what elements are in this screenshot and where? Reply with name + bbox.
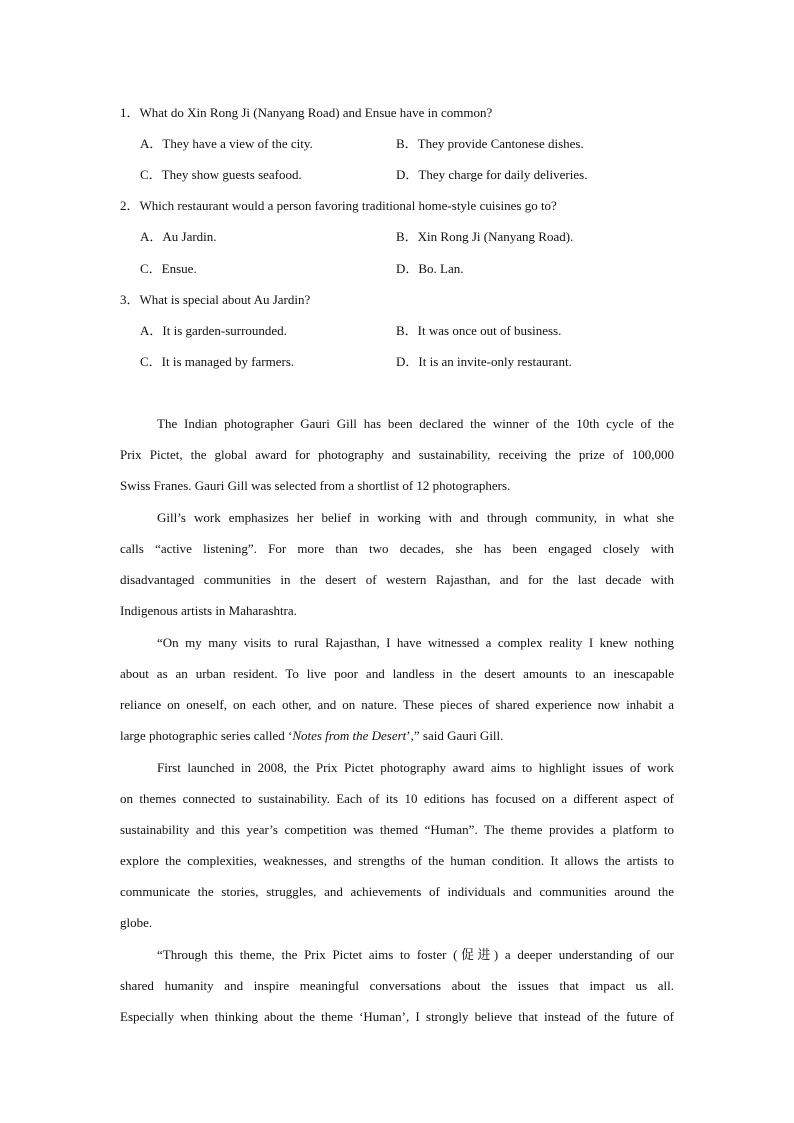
paragraph-line: Especially when thinking about the theme ‘Human’, I strongly believe that instead of the future of <box>120 1009 674 1024</box>
passage-paragraph-1 <box>120 408 674 501</box>
paragraph-line: explore the complexities, weaknesses, and strengths of the human condition. It allows the artists to <box>120 853 674 868</box>
passage-paragraph-3 <box>120 627 674 751</box>
question-1-stem: 1．What do Xin Rong Ji (Nanyang Road) and Ensue have in common? <box>120 105 493 120</box>
question-2-option-c: C．Ensue. <box>140 261 197 276</box>
question-2-option-d: D．Bo. Lan. <box>396 261 464 276</box>
paragraph-line: globe. <box>120 915 153 930</box>
series-title: Notes from the Desert <box>292 728 407 743</box>
passage-paragraph-5 <box>120 939 674 1032</box>
question-1-option-b: B．They provide Cantonese dishes. <box>396 136 584 151</box>
paragraph-line: shared humanity and inspire meaningful conversations about the issues that impact us all. <box>120 978 674 993</box>
paragraph-line: The Indian photographer Gauri Gill has been declared the winner of the 10th cycle of the <box>157 416 674 431</box>
paragraph-line: about as an urban resident. To live poor and landless in the desert amounts to an inescapable <box>120 666 674 681</box>
question-1-option-d: D．They charge for daily deliveries. <box>396 167 588 182</box>
paragraph-line: First launched in 2008, the Prix Pictet photography award aims to highlight issues of work <box>157 760 674 775</box>
paragraph-line: Prix Pictet, the global award for photography and sustainability, receiving the prize of 100,000 <box>120 447 674 462</box>
paragraph-line: Gill’s work emphasizes her belief in working with and through community, in what she <box>157 510 674 525</box>
question-1-option-c: C．They show guests seafood. <box>140 167 302 182</box>
quote-lead: large photographic series called ‘ <box>120 728 293 743</box>
paragraph-line: on themes connected to sustainability. Each of its 10 editions has focused on a different aspect of <box>120 791 674 806</box>
question-2-option-b: B．Xin Rong Ji (Nanyang Road). <box>396 229 574 244</box>
quote-tail: ’,” said Gauri Gill. <box>406 728 504 743</box>
question-3-option-a: A．It is garden-surrounded. <box>140 323 287 338</box>
question-2-option-a: A．Au Jardin. <box>140 229 217 244</box>
paragraph-line: Swiss Franes. Gauri Gill was selected from a shortlist of 12 photographers. <box>120 478 511 493</box>
paragraph-line: sustainability and this year’s competition was themed “Human”. The theme provides a platform to <box>120 822 674 837</box>
paragraph-line: “On my many visits to rural Rajasthan, I have witnessed a complex reality I knew nothing <box>157 635 674 650</box>
question-3-option-b: B．It was once out of business. <box>396 323 562 338</box>
question-3-option-c: C．It is managed by farmers. <box>140 354 295 369</box>
passage-paragraph-2 <box>120 502 674 626</box>
paragraph-line: communicate the stories, struggles, and achievements of individuals and communities around the <box>120 884 674 899</box>
paragraph-line: calls “active listening”. For more than two decades, she has been engaged closely with <box>120 541 674 556</box>
question-1-option-a: A．They have a view of the city. <box>140 136 313 151</box>
question-2-stem: 2．Which restaurant would a person favoring traditional home-style cuisines go to? <box>120 198 557 213</box>
paragraph-line-with-title <box>120 720 674 751</box>
paragraph-line: disadvantaged communities in the desert of western Rajasthan, and for the last decade with <box>120 572 674 587</box>
paragraph-line: “Through this theme, the Prix Pictet aims to foster (促进) a deeper understanding of our <box>157 947 674 962</box>
paragraph-line: reliance on oneself, on each other, and on nature. These pieces of shared experience now inhabit a <box>120 697 674 712</box>
question-3-option-d: D．It is an invite-only restaurant. <box>396 354 572 369</box>
question-3-stem: 3．What is special about Au Jardin? <box>120 292 311 307</box>
paragraph-line: Indigenous artists in Maharashtra. <box>120 603 297 618</box>
passage-paragraph-4 <box>120 752 674 938</box>
